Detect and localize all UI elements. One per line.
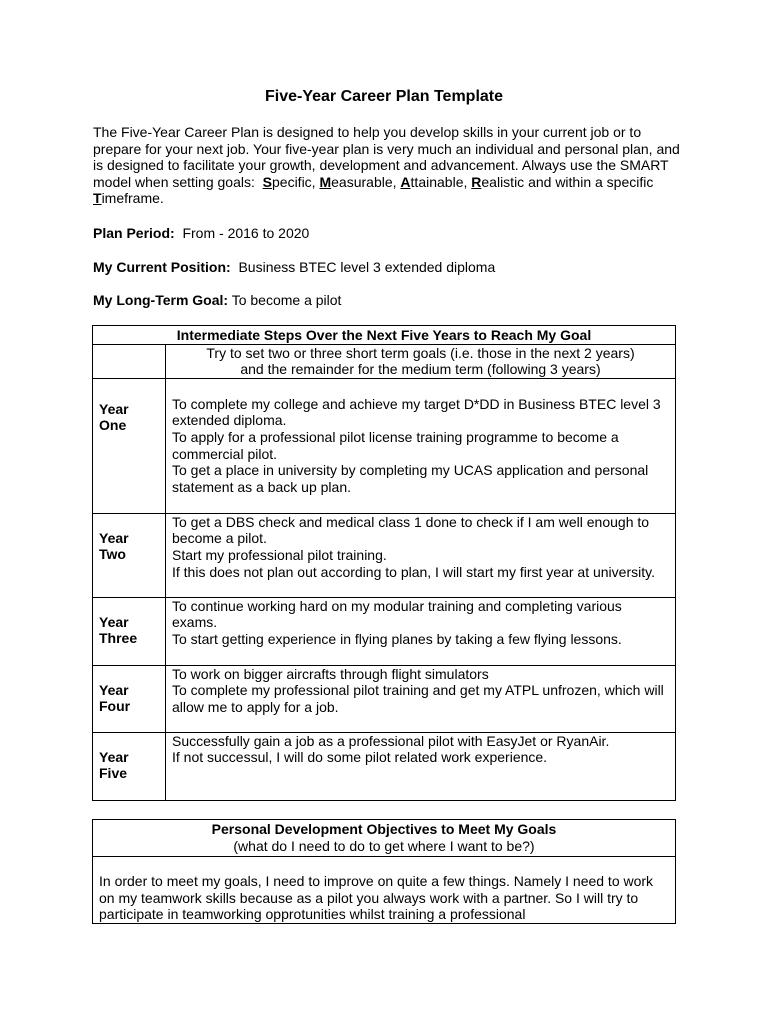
year-row-two	[93, 513, 676, 597]
pd-body: In order to meet my goals, I need to improve on quite a few things. Namely I need to work on my teamwork skills because as a pilot you always work with a partner. So I will try to participate in teamworking opprotunities whilst training a professional	[93, 857, 676, 924]
long-term-goal-value: To become a pilot	[231, 292, 342, 308]
year-goals-four	[166, 665, 676, 732]
smart-rest-a: ttainable,	[410, 173, 468, 190]
pd-header: Personal Development Objectives to Meet My Goals	[211, 821, 557, 837]
year-label-word: Year	[99, 681, 129, 698]
pd-header-row	[93, 820, 676, 857]
page-title: Five-Year Career Plan Template	[264, 88, 504, 105]
year-label-number: Four	[99, 698, 131, 715]
pd-header-cell	[93, 820, 676, 857]
current-position-value: Business BTEC level 3 extended diploma	[238, 259, 496, 275]
goal-line: To apply for a professional pilot license training programme to become a commercial pilot.	[172, 428, 619, 462]
year-label-number: Five	[99, 765, 128, 782]
year-label-word: Year	[99, 748, 129, 765]
subheader-empty-cell	[93, 344, 166, 378]
year-label-two	[93, 513, 166, 597]
long-term-goal-field	[93, 292, 341, 309]
current-position-label: My Current Position:	[93, 259, 231, 275]
goal-line: If this does not plan out according to plan, I will start my first year at university.	[172, 563, 655, 580]
pd-subheader: (what do I need to do to get where I want to be?)	[233, 837, 535, 854]
steps-table-subheader	[166, 344, 676, 378]
goal-line: Start my professional pilot training.	[172, 546, 387, 563]
smart-rest-m: easurable,	[331, 173, 397, 190]
long-term-goal-label: My Long-Term Goal:	[93, 292, 229, 308]
subheader-line-2: and the remainder for the medium term (following 3 years)	[240, 361, 601, 378]
intro-paragraph	[93, 124, 683, 207]
year-label-word: Year	[99, 400, 129, 417]
intro-text: The Five-Year Career Plan is designed to help you develop skills in your current job or to prepare for your next job. Your five-year plan is very much an individual and personal plan, and is designed to facilitate your growth, development and advancement. Always use the SMART model when setting goals:	[93, 124, 680, 190]
year-row-four	[93, 665, 676, 732]
smart-letter-r: R	[471, 173, 482, 190]
year-label-number: Two	[99, 546, 126, 563]
goal-line: To continue working hard on my modular training and completing various exams.	[172, 597, 622, 631]
goal-line: To start getting experience in flying planes by taking a few flying lessons.	[172, 630, 622, 647]
steps-table-subheader-row	[93, 344, 676, 378]
smart-letter-t: T	[93, 190, 102, 207]
year-label-number: One	[99, 417, 127, 434]
year-row-five	[93, 732, 676, 800]
goal-line: Successfully gain a job as a professional pilot with EasyJet or RyanAir.	[172, 732, 610, 749]
smart-letter-m: M	[319, 173, 332, 190]
goal-line: To get a DBS check and medical class 1 done to check if I am well enough to become a pilot.	[172, 513, 650, 547]
year-label-number: Three	[99, 630, 138, 647]
smart-rest-r: ealistic and within a specific	[481, 173, 654, 190]
pd-body-row	[93, 857, 676, 924]
year-goals-one	[166, 378, 676, 513]
year-row-one	[93, 378, 676, 513]
goal-line: To complete my professional pilot training and get my ATPL unfrozen, which will allow me to apply for a job.	[172, 682, 664, 715]
year-label-word: Year	[99, 529, 129, 546]
subheader-line-1: Try to set two or three short term goals (i.e. those in the next 2 years)	[206, 344, 635, 361]
smart-rest-s: pecific,	[272, 173, 316, 190]
smart-rest-t: imeframe.	[101, 190, 164, 207]
plan-period-label: Plan Period:	[93, 225, 175, 241]
steps-table-header-row	[93, 326, 676, 345]
goal-line: To work on bigger aircrafts through flight simulators	[172, 665, 489, 682]
year-goals-two	[166, 513, 676, 597]
year-label-word: Year	[99, 613, 129, 630]
goal-line: To get a place in university by completing my UCAS application and personal statement as a back up plan.	[172, 462, 649, 495]
goal-line: If not successul, I will do some pilot related work experience.	[172, 749, 548, 766]
plan-period-value: From - 2016 to 2020	[182, 225, 310, 241]
plan-period-field	[93, 225, 309, 242]
year-row-three	[93, 597, 676, 665]
year-label-three	[93, 597, 166, 665]
smart-letter-a: A	[400, 173, 411, 190]
smart-letter-s: S	[262, 173, 272, 190]
year-label-five	[93, 732, 166, 800]
year-label-one	[93, 378, 166, 513]
year-goals-five	[166, 732, 676, 800]
year-goals-three	[166, 597, 676, 665]
intermediate-steps-table	[92, 325, 676, 801]
steps-table-header: Intermediate Steps Over the Next Five Years to Reach My Goal	[93, 326, 676, 345]
personal-development-table	[92, 819, 676, 924]
current-position-field	[93, 259, 495, 276]
goal-line: To complete my college and achieve my target D*DD in Business BTEC level 3 extended diploma.	[172, 395, 661, 429]
year-label-four	[93, 665, 166, 732]
